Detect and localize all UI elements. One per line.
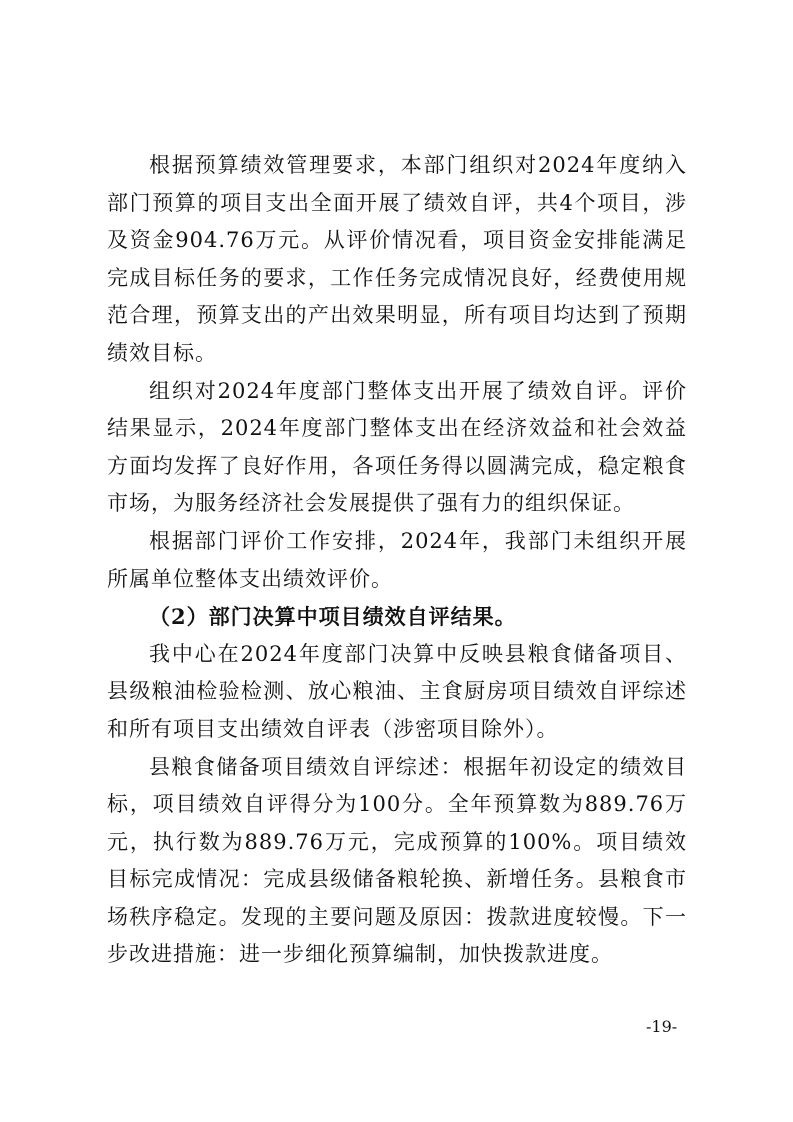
paragraph-final-accounts: 我中心在2024年度部门决算中反映县粮食储备项目、县级粮油检验检测、放心粮油、主食厨房项目绩效自评综述和所有项目支出绩效自评表（涉密项目除外）。 <box>107 641 687 741</box>
paragraph-performance-requirements: 根据预算绩效管理要求，本部门组织对2024年度纳入部门预算的项目支出全面开展了绩效自评，共4个项目，涉及资金904.76万元。从评价情况看，项目资金安排能满足完成目标任务的要求，工作任务完成情况良好，经费使用规范合理，预算支出的产出效果明显，所有项目均达到了预期绩效目标。 <box>107 153 687 365</box>
page-number: -19- <box>646 1017 678 1036</box>
paragraph-grain-reserve-summary: 县粮食储备项目绩效自评综述：根据年初设定的绩效目标，项目绩效自评得分为100分。全年预算数为889.76万元，执行数为889.76万元，完成预算的100%。项目绩效目标完成情况：完成县级储备粮轮换、新增任务。县粮食市场秩序稳定。发现的主要问题及原因：拨款进度较慢。下一步改进措施：进一步细化预算编制，加快拨款进度。 <box>107 754 687 967</box>
paragraph-unit-evaluation: 根据部门评价工作安排，2024年，我部门未组织开展所属单位整体支出绩效评价。 <box>107 528 687 591</box>
paragraph-overall-expenditure: 组织对2024年度部门整体支出开展了绩效自评。评价结果显示，2024年度部门整体支出在经济效益和社会效益方面均发挥了良好作用，各项任务得以圆满完成，稳定粮食市场，为服务经济社会发展提供了强有力的组织保证。 <box>107 378 687 516</box>
section-heading: （2）部门决算中项目绩效自评结果。 <box>149 604 517 630</box>
document-body <box>107 147 687 974</box>
